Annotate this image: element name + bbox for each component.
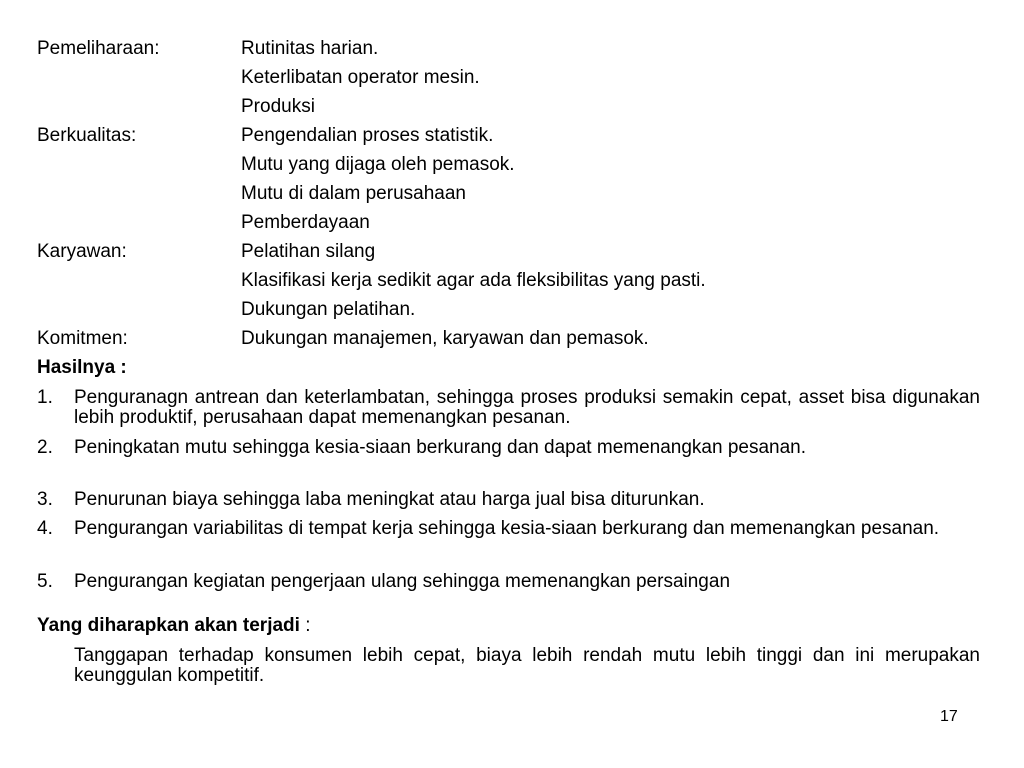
definition-row — [37, 150, 987, 179]
result-item-text: Penguranagn antrean dan keterlambatan, sehingga proses produksi semakin cepat, asset bisa digunakan lebih produktif, perusahaan dapat memenangkan pesanan. — [74, 387, 980, 428]
definition-row — [37, 63, 987, 92]
definition-value: Mutu di dalam perusahaan — [241, 183, 466, 204]
definition-row — [37, 179, 987, 208]
result-item-number: 4. — [37, 518, 53, 539]
definition-row-karyawan — [37, 237, 987, 266]
result-item-text: Pengurangan variabilitas di tempat kerja sehingga kesia-siaan berkurang dan memenangkan pesanan. — [74, 518, 940, 539]
definition-row — [37, 208, 987, 237]
expected-heading: Yang diharapkan akan terjadi — [37, 615, 300, 636]
definition-value: Keterlibatan operator mesin. — [241, 67, 480, 88]
definition-row-pemeliharaan — [37, 34, 987, 63]
results-heading: Hasilnya : — [37, 357, 127, 378]
expected-heading-line — [37, 614, 311, 638]
definition-row — [37, 266, 987, 295]
page-number: 17 — [940, 708, 958, 725]
result-item-text: Penurunan biaya sehingga laba meningkat atau harga jual bisa diturunkan. — [74, 489, 705, 510]
definition-value: Pengendalian proses statistik. — [241, 125, 494, 146]
definition-value: Pelatihan silang — [241, 241, 376, 262]
result-item-text: Peningkatan mutu sehingga kesia-siaan berkurang dan dapat memenangkan pesanan. — [74, 437, 807, 458]
result-item — [37, 490, 980, 510]
definition-row — [37, 92, 987, 121]
definition-value: Dukungan pelatihan. — [241, 299, 416, 320]
definition-term: Pemeliharaan: — [37, 38, 160, 59]
definition-term: Karyawan: — [37, 241, 127, 262]
result-item-number: 2. — [37, 437, 53, 458]
definition-value: Dukungan manajemen, karyawan dan pemasok. — [241, 328, 649, 349]
result-item — [37, 388, 980, 428]
definition-row-komitmen — [37, 324, 987, 353]
expected-text: Tanggapan terhadap konsumen lebih cepat, biaya lebih rendah mutu lebih tinggi dan ini merupakan keunggulan kompetitif. — [74, 645, 980, 686]
result-item — [37, 572, 980, 592]
result-item — [37, 438, 980, 458]
definition-value: Rutinitas harian. — [241, 38, 379, 59]
result-item — [37, 519, 980, 539]
definition-value: Produksi — [241, 96, 315, 117]
definition-value: Mutu yang dijaga oleh pemasok. — [241, 154, 515, 175]
definition-value: Klasifikasi kerja sedikit agar ada fleksibilitas yang pasti. — [241, 270, 706, 291]
definition-term: Komitmen: — [37, 328, 128, 349]
result-item-number: 3. — [37, 489, 53, 510]
definition-value: Pemberdayaan — [241, 212, 370, 233]
result-item-number: 5. — [37, 571, 53, 592]
definition-term: Berkualitas: — [37, 125, 137, 146]
result-item-number: 1. — [37, 387, 53, 408]
definition-row-berkualitas — [37, 121, 987, 150]
result-item-text: Pengurangan kegiatan pengerjaan ulang sehingga memenangkan persaingan — [74, 571, 731, 592]
expected-heading-colon: : — [299, 615, 311, 636]
definition-row — [37, 295, 987, 324]
